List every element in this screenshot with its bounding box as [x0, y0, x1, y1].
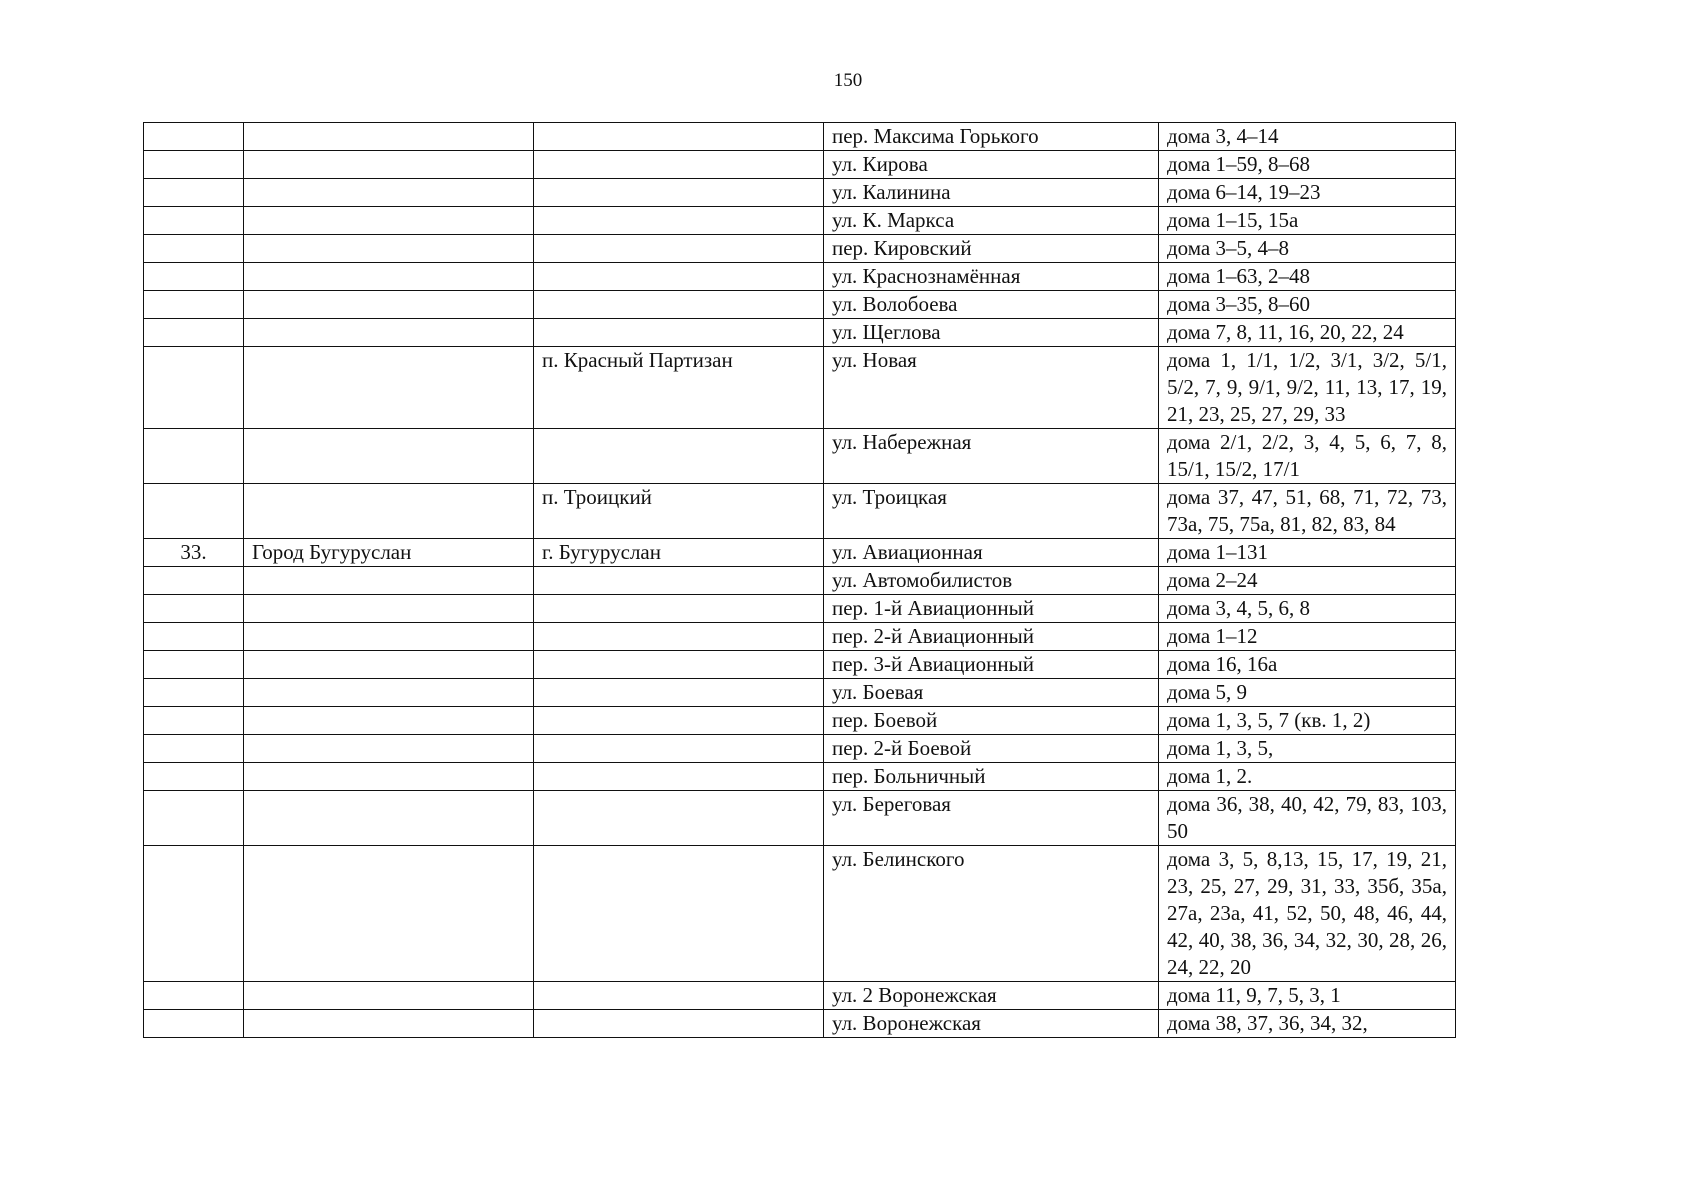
house-numbers: дома 38, 37, 36, 34, 32,: [1159, 1010, 1456, 1038]
street-name: ул. 2 Воронежская: [824, 982, 1159, 1010]
street-name: ул. Воронежская: [824, 1010, 1159, 1038]
settlement-name: г. Бугуруслан: [534, 539, 824, 567]
settlement-name: [534, 235, 824, 263]
settlement-name: [534, 735, 824, 763]
table-row: [144, 263, 1456, 291]
municipality-name: [244, 623, 534, 651]
settlement-name: [534, 595, 824, 623]
house-numbers: дома 6–14, 19–23: [1159, 179, 1456, 207]
street-name: ул. Боевая: [824, 679, 1159, 707]
row-number: [144, 846, 244, 982]
page-number: 150: [833, 70, 863, 91]
settlement-name: [534, 429, 824, 484]
house-numbers: дома 7, 8, 11, 16, 20, 22, 24: [1159, 319, 1456, 347]
table-row: [144, 347, 1456, 429]
house-numbers: дома 1–59, 8–68: [1159, 151, 1456, 179]
table-row: [144, 735, 1456, 763]
row-number: [144, 567, 244, 595]
house-numbers: дома 36, 38, 40, 42, 79, 83, 103, 50: [1159, 791, 1456, 846]
street-name: ул. Щеглова: [824, 319, 1159, 347]
street-name: ул. Новая: [824, 347, 1159, 429]
address-table-body: [144, 123, 1456, 1038]
row-number: [144, 291, 244, 319]
house-numbers: дома 3, 5, 8,13, 15, 17, 19, 21, 23, 25, 27, 29, 31, 33, 35б, 35а, 27а, 23а, 41, 52, 50, 48, 46, 44, 42, 40, 38, 36, 34, 32, 30, 28, 26, 24, 22, 20: [1159, 846, 1456, 982]
row-number: [144, 235, 244, 263]
row-number: 33.: [144, 539, 244, 567]
row-number: [144, 735, 244, 763]
municipality-name: [244, 263, 534, 291]
house-numbers: дома 1–63, 2–48: [1159, 263, 1456, 291]
street-name: ул. Белинского: [824, 846, 1159, 982]
house-numbers: дома 1, 1/1, 1/2, 3/1, 3/2, 5/1, 5/2, 7, 9, 9/1, 9/2, 11, 13, 17, 19, 21, 23, 25, 27, 29, 33: [1159, 347, 1456, 429]
street-name: ул. Автомобилистов: [824, 567, 1159, 595]
row-number: [144, 595, 244, 623]
row-number: [144, 429, 244, 484]
settlement-name: [534, 263, 824, 291]
house-numbers: дома 2–24: [1159, 567, 1456, 595]
table-row: [144, 846, 1456, 982]
street-name: пер. 2-й Боевой: [824, 735, 1159, 763]
table-row: [144, 595, 1456, 623]
row-number: [144, 651, 244, 679]
table-row: [144, 429, 1456, 484]
municipality-name: [244, 791, 534, 846]
row-number: [144, 791, 244, 846]
table-row: [144, 651, 1456, 679]
municipality-name: [244, 846, 534, 982]
table-row: [144, 151, 1456, 179]
table-row: [144, 707, 1456, 735]
municipality-name: [244, 567, 534, 595]
table-row: [144, 982, 1456, 1010]
row-number: [144, 319, 244, 347]
house-numbers: дома 5, 9: [1159, 679, 1456, 707]
municipality-name: [244, 151, 534, 179]
house-numbers: дома 3–5, 4–8: [1159, 235, 1456, 263]
row-number: [144, 123, 244, 151]
house-numbers: дома 16, 16а: [1159, 651, 1456, 679]
table-row: [144, 539, 1456, 567]
row-number: [144, 707, 244, 735]
municipality-name: Город Бугуруслан: [244, 539, 534, 567]
house-numbers: дома 3, 4–14: [1159, 123, 1456, 151]
row-number: [144, 1010, 244, 1038]
municipality-name: [244, 484, 534, 539]
house-numbers: дома 1, 2.: [1159, 763, 1456, 791]
municipality-name: [244, 319, 534, 347]
house-numbers: дома 3, 4, 5, 6, 8: [1159, 595, 1456, 623]
municipality-name: [244, 123, 534, 151]
house-numbers: дома 37, 47, 51, 68, 71, 72, 73, 73а, 75, 75а, 81, 82, 83, 84: [1159, 484, 1456, 539]
municipality-name: [244, 235, 534, 263]
house-numbers: дома 11, 9, 7, 5, 3, 1: [1159, 982, 1456, 1010]
table-row: [144, 623, 1456, 651]
settlement-name: [534, 207, 824, 235]
settlement-name: [534, 319, 824, 347]
table-row: [144, 291, 1456, 319]
row-number: [144, 207, 244, 235]
municipality-name: [244, 982, 534, 1010]
table-row: [144, 207, 1456, 235]
house-numbers: дома 1–15, 15а: [1159, 207, 1456, 235]
table-row: [144, 123, 1456, 151]
municipality-name: [244, 707, 534, 735]
table-row: [144, 679, 1456, 707]
municipality-name: [244, 347, 534, 429]
settlement-name: [534, 623, 824, 651]
house-numbers: дома 1, 3, 5,: [1159, 735, 1456, 763]
house-numbers: дома 1, 3, 5, 7 (кв. 1, 2): [1159, 707, 1456, 735]
table-row: [144, 235, 1456, 263]
table-row: [144, 319, 1456, 347]
street-name: пер. 3-й Авиационный: [824, 651, 1159, 679]
settlement-name: [534, 791, 824, 846]
municipality-name: [244, 651, 534, 679]
street-name: ул. Волобоева: [824, 291, 1159, 319]
settlement-name: п. Троицкий: [534, 484, 824, 539]
street-name: ул. Авиационная: [824, 539, 1159, 567]
row-number: [144, 484, 244, 539]
street-name: пер. Больничный: [824, 763, 1159, 791]
table-row: [144, 1010, 1456, 1038]
settlement-name: [534, 982, 824, 1010]
street-name: пер. 2-й Авиационный: [824, 623, 1159, 651]
municipality-name: [244, 679, 534, 707]
row-number: [144, 263, 244, 291]
settlement-name: [534, 679, 824, 707]
house-numbers: дома 3–35, 8–60: [1159, 291, 1456, 319]
table-row: [144, 179, 1456, 207]
municipality-name: [244, 207, 534, 235]
row-number: [144, 151, 244, 179]
row-number: [144, 347, 244, 429]
settlement-name: п. Красный Партизан: [534, 347, 824, 429]
house-numbers: дома 1–131: [1159, 539, 1456, 567]
municipality-name: [244, 595, 534, 623]
row-number: [144, 623, 244, 651]
street-name: ул. Краснознамённая: [824, 263, 1159, 291]
house-numbers: дома 2/1, 2/2, 3, 4, 5, 6, 7, 8, 15/1, 15/2, 17/1: [1159, 429, 1456, 484]
settlement-name: [534, 151, 824, 179]
settlement-name: [534, 1010, 824, 1038]
street-name: пер. 1-й Авиационный: [824, 595, 1159, 623]
municipality-name: [244, 429, 534, 484]
street-name: ул. Береговая: [824, 791, 1159, 846]
municipality-name: [244, 735, 534, 763]
street-name: пер. Кировский: [824, 235, 1159, 263]
settlement-name: [534, 707, 824, 735]
settlement-name: [534, 291, 824, 319]
settlement-name: [534, 123, 824, 151]
table-row: [144, 763, 1456, 791]
table-row: [144, 567, 1456, 595]
street-name: ул. Троицкая: [824, 484, 1159, 539]
settlement-name: [534, 763, 824, 791]
row-number: [144, 982, 244, 1010]
street-name: ул. Калинина: [824, 179, 1159, 207]
house-numbers: дома 1–12: [1159, 623, 1456, 651]
address-table: [143, 122, 1456, 1038]
street-name: ул. Кирова: [824, 151, 1159, 179]
municipality-name: [244, 763, 534, 791]
street-name: ул. К. Маркса: [824, 207, 1159, 235]
municipality-name: [244, 291, 534, 319]
table-row: [144, 484, 1456, 539]
row-number: [144, 763, 244, 791]
municipality-name: [244, 179, 534, 207]
settlement-name: [534, 651, 824, 679]
table-row: [144, 791, 1456, 846]
settlement-name: [534, 567, 824, 595]
row-number: [144, 679, 244, 707]
street-name: пер. Боевой: [824, 707, 1159, 735]
settlement-name: [534, 179, 824, 207]
street-name: пер. Максима Горького: [824, 123, 1159, 151]
municipality-name: [244, 1010, 534, 1038]
row-number: [144, 179, 244, 207]
settlement-name: [534, 846, 824, 982]
street-name: ул. Набережная: [824, 429, 1159, 484]
